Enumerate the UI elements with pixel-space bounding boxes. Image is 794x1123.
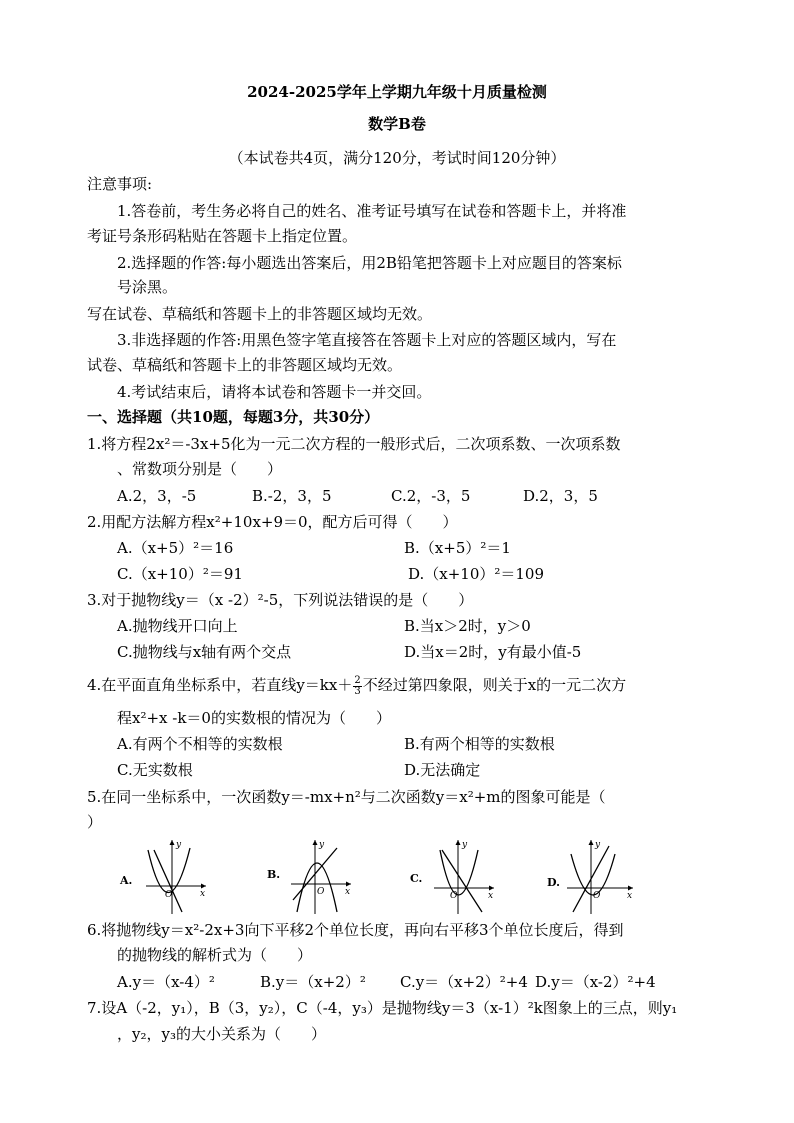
q2-option-c: C.（x+10）²＝91 <box>117 565 243 583</box>
y-axis-label: y <box>462 840 468 850</box>
q1-option-d: D.2，3，5 <box>523 487 598 505</box>
exam-subtitle: 数学B卷 <box>368 115 426 133</box>
q2-option-a: A.（x+5）²＝16 <box>117 539 234 557</box>
x-axis-arrow-icon <box>201 884 206 889</box>
q1-option-a: A.2，3，-5 <box>117 487 197 505</box>
q1-option-b: B.-2，3，5 <box>252 487 332 505</box>
origin-label: O <box>165 890 173 900</box>
note-1-line-b: 考证号条形码粘贴在答题卡上指定位置。 <box>87 227 358 245</box>
q4-stem-a <box>87 675 626 697</box>
q6-option-a: A.y＝（x-4）² <box>117 973 215 991</box>
q6-option-b: B.y＝（x+2）² <box>260 973 366 991</box>
note-3-line-a: 3.非选择题的作答:用黑色签字笔直接答在答题卡上对应的答题区域内，写在 <box>117 331 617 349</box>
q5-graph-c <box>408 836 508 916</box>
note-3-line-b: 试卷、草稿纸和答题卡上的非答题区域均无效。 <box>87 356 403 374</box>
exam-info: （本试卷共4页，满分120分，考试时间120分钟） <box>228 149 566 167</box>
q6-stem-b: 的抛物线的解析式为（ ） <box>117 946 313 964</box>
q3-option-c: C.抛物线与x轴有两个交点 <box>117 643 292 661</box>
q2-stem: 2.用配方法解方程x²+10x+9＝0，配方后可得（ ） <box>87 513 458 531</box>
q4-stem-post: 不经过第四象限，则关于x的一元二次方 <box>362 676 627 694</box>
origin-label: O <box>317 887 325 897</box>
q3-option-d: D.当x＝2时，y有最小值-5 <box>404 643 582 661</box>
q5-stem-a: 5.在同一坐标系中，一次函数y＝-mx+n²与二次函数y＝x²+m的图象可能是（ <box>87 788 606 806</box>
note-2-line-b: 号涂黑。 <box>117 278 178 296</box>
x-axis-arrow-icon <box>489 886 494 891</box>
note-2-line-a: 2.选择题的作答:每小题选出答案后，用2B铅笔把答题卡上对应题目的答案标 <box>117 254 622 272</box>
exam-title: 2024-2025学年上学期九年级十月质量检测 <box>247 83 547 101</box>
x-axis-label: x <box>200 889 206 899</box>
q6-stem-a: 6.将抛物线y＝x²-2x+3向下平移2个单位长度，再向右平移3个单位长度后，得到 <box>87 921 624 939</box>
q2-option-b: B.（x+5）²＝1 <box>404 539 511 557</box>
q4-frac-den: 3 <box>354 685 361 697</box>
q5-graph-d <box>545 836 645 916</box>
q5-graph-b <box>265 836 365 916</box>
note-1-line-a: 1.答卷前，考生务必将自己的姓名、准考证号填写在试卷和答题卡上，并将准 <box>117 202 627 220</box>
q5-stem-b: ） <box>87 813 103 831</box>
q3-stem: 3.对于抛物线y＝（x -2）²-5，下列说法错误的是（ ） <box>87 591 474 609</box>
y-axis-arrow-icon <box>313 840 318 845</box>
q3-option-b: B.当x＞2时，y＞0 <box>404 617 531 635</box>
q4-option-c: C.无实数根 <box>117 761 193 779</box>
section-1-heading: 一、选择题（共10题，每题3分，共30分） <box>87 408 380 426</box>
q1-stem-b: 、常数项分别是（ ） <box>117 460 283 478</box>
q6-option-c: C.y＝（x+2）²+4 <box>400 973 528 991</box>
q4-option-a: A.有两个不相等的实数根 <box>117 735 283 753</box>
q1-stem-a: 1.将方程2x²＝-3x+5化为一元二次方程的一般形式后，二次项系数、一次项系数 <box>87 435 621 453</box>
q4-frac-num: 2 <box>354 674 361 686</box>
q2-option-d: D.（x+10）²＝109 <box>408 565 545 583</box>
note-4: 4.考试结束后，请将本试卷和答题卡一并交回。 <box>117 383 432 401</box>
q5-graph-d-label: D. <box>547 876 560 889</box>
y-axis-arrow-icon <box>456 840 461 845</box>
q4-fraction <box>353 676 361 697</box>
q5-graph-c-label: C. <box>410 872 423 885</box>
y-axis-arrow-icon <box>589 840 594 845</box>
q5-graph-b-label: B. <box>267 868 281 881</box>
y-axis-label: y <box>176 840 182 850</box>
q4-stem-b: 程x²+x -k＝0的实数根的情况为（ ） <box>117 709 391 727</box>
x-axis-label: x <box>488 891 494 901</box>
note-2-line-c: 写在试卷、草稿纸和答题卡上的非答题区域均无效。 <box>87 305 433 323</box>
q5-graph-a-label: A. <box>120 874 133 887</box>
x-axis-arrow-icon <box>346 882 351 887</box>
q7-stem-a: 7.设A（-2，y₁），B（3，y₂），C（-4，y₃）是抛物线y＝3（x-1）²k图象上的三点，则y₁ <box>87 999 678 1017</box>
q7-stem-b: ，y₂，y₃的大小关系为（ ） <box>117 1025 326 1043</box>
q4-option-b: B.有两个相等的实数根 <box>404 735 555 753</box>
q4-option-d: D.无法确定 <box>404 761 481 779</box>
x-axis-label: x <box>345 887 351 897</box>
q1-option-c: C.2，-3，5 <box>391 487 471 505</box>
origin-label: O <box>450 891 458 901</box>
x-axis-label: x <box>627 891 633 901</box>
y-axis-label: y <box>595 840 601 850</box>
notes-heading: 注意事项: <box>87 175 153 193</box>
q6-option-d: D.y＝（x-2）²+4 <box>535 973 656 991</box>
origin-label: O <box>593 891 601 901</box>
x-axis-arrow-icon <box>628 886 633 891</box>
q3-option-a: A.抛物线开口向上 <box>117 617 238 635</box>
y-axis-arrow-icon <box>170 840 175 845</box>
q5-graph-a <box>118 836 218 916</box>
y-axis-label: y <box>319 840 325 850</box>
q4-stem-pre: 4.在平面直角坐标系中，若直线y＝kx＋ <box>87 676 353 694</box>
